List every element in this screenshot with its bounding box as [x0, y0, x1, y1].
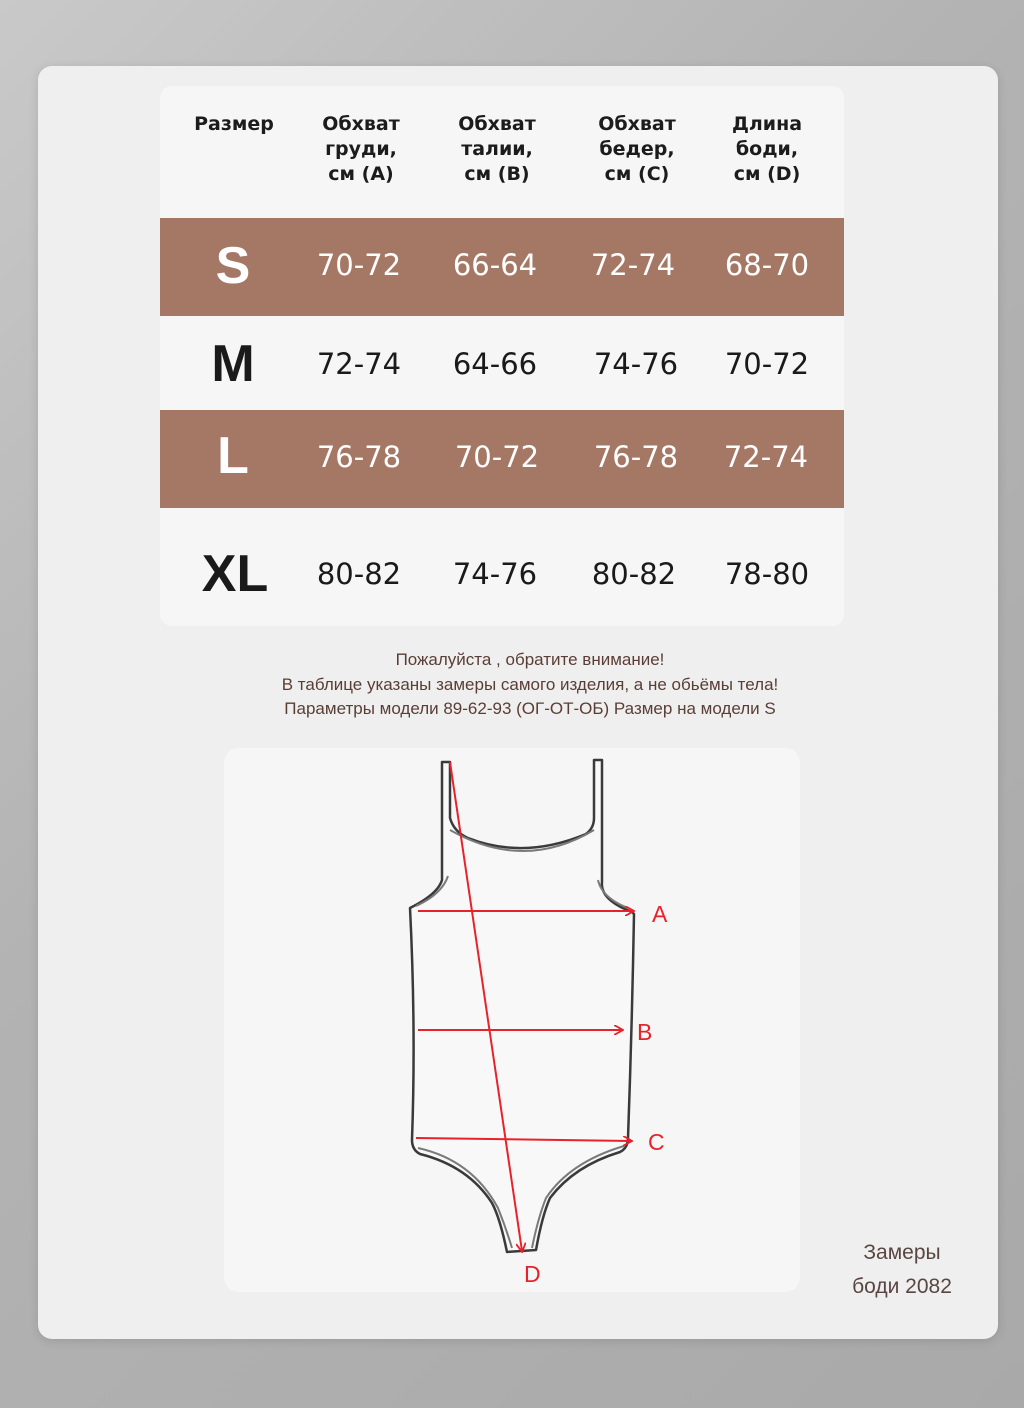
header-length-line3: см (D) [733, 163, 801, 185]
header-length-line2: боди, [735, 138, 799, 160]
header-waist-line2: талии, [461, 138, 533, 160]
size-label: XL [201, 545, 269, 603]
note-line: В таблице указаны замеры самого изделия, а не обьёмы тела! [281, 674, 779, 694]
note-line: Пожалуйста , обратите внимание! [395, 650, 665, 669]
label-d: D [524, 1261, 541, 1287]
table-cell: 72-74 [316, 347, 402, 381]
header-chest-line1: Обхват [322, 113, 400, 135]
label-c: C [648, 1129, 665, 1155]
table-cell: 68-70 [724, 248, 810, 282]
table-cell: 74-76 [452, 557, 538, 591]
table-cell: 70-72 [724, 347, 810, 381]
table-cell: 74-76 [593, 347, 679, 381]
size-table [160, 86, 844, 626]
header-hips [582, 112, 692, 187]
header-chest-line2: груди, [325, 138, 397, 160]
table-row [160, 218, 844, 316]
attention-note [160, 648, 900, 722]
table-cell: 78-80 [724, 557, 810, 591]
bodysuit-outline [410, 760, 634, 1252]
header-waist-line1: Обхват [458, 113, 536, 135]
header-size-text: Размер [194, 113, 274, 135]
table-cell: 76-78 [593, 440, 679, 474]
bodysuit-diagram-svg [224, 748, 800, 1292]
table-header [160, 86, 844, 218]
header-chest [306, 112, 416, 187]
bodysuit-diagram [224, 748, 800, 1292]
header-length-line1: Длина [731, 113, 803, 135]
table-cell: 70-72 [316, 248, 402, 282]
caption-line: Замеры [863, 1241, 941, 1264]
table-row [160, 508, 844, 626]
table-cell: 80-82 [316, 557, 402, 591]
caption-line: боди 2082 [852, 1275, 952, 1298]
table-row [160, 410, 844, 508]
table-cell: 72-74 [723, 440, 809, 474]
table-row [160, 316, 844, 410]
header-hips-line1: Обхват [598, 113, 676, 135]
table-cell: 66-64 [452, 248, 538, 282]
note-line: Параметры модели 89-62-93 (ОГ-ОТ-ОБ) Размер на модели S [284, 699, 776, 718]
table-cell: 80-82 [591, 557, 677, 591]
header-waist [442, 112, 552, 187]
table-cell: 64-66 [452, 347, 538, 381]
table-cell: 70-72 [454, 440, 540, 474]
header-chest-line3: см (A) [328, 163, 394, 185]
table-cell: 72-74 [590, 248, 676, 282]
size-label: M [211, 335, 255, 393]
header-size [174, 112, 294, 137]
size-label: S [215, 237, 251, 295]
label-a: A [652, 901, 668, 927]
header-waist-line3: см (B) [464, 163, 530, 185]
label-b: B [637, 1019, 653, 1045]
header-length [712, 112, 822, 187]
header-hips-line3: см (C) [604, 163, 670, 185]
size-label: L [217, 427, 249, 485]
header-hips-line2: бедер, [599, 138, 675, 160]
table-cell: 76-78 [316, 440, 402, 474]
diagram-caption [822, 1236, 982, 1304]
